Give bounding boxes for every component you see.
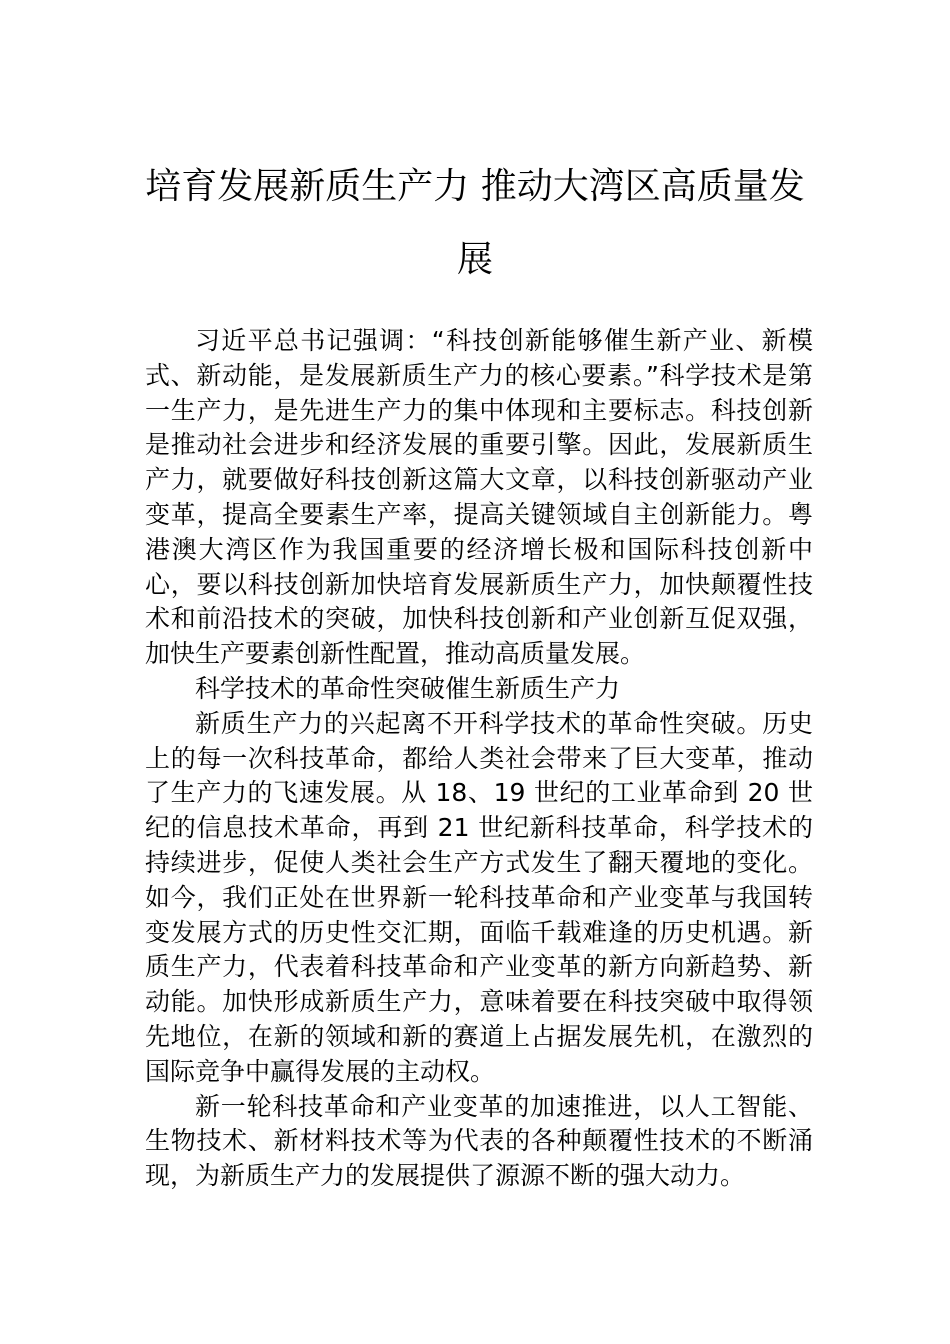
paragraph-intro: 习近平总书记强调：“科技创新能够催生新产业、新模式、新动能，是发展新质生产力的核心要素。”科学技术是第一生产力，是先进生产力的集中体现和主要标志。科技创新是推动社会进步和经济发展的重要引擎。因此，发展新质生产力，就要做好科技创新这篇大文章，以科技创新驱动产业变革，提高全要素生产率，提高关键领域自主创新能力。粤港澳大湾区作为我国重要的经济增长极和国际科技创新中心，要以科技创新加快培育发展新质生产力，加快颠覆性技术和前沿技术的突破，加快科技创新和产业创新互促双强，加快生产要素创新性配置，推动高质量发展。	[145, 326, 813, 669]
paragraph-new-round: 新一轮科技革命和产业变革的加速推进，以人工智能、生物技术、新材料技术等为代表的各种颠覆性技术的不断涌现，为新质生产力的发展提供了源源不断的强大动力。	[145, 1091, 813, 1191]
paragraph-history: 新质生产力的兴起离不开科学技术的革命性突破。历史上的每一次科技革命，都给人类社会带来了巨大变革，推动了生产力的飞速发展。从 18、19 世纪的工业革命到 20 世纪的信息技术革命，再到 21 世纪新科技革命，科学技术的持续进步，促使人类社会生产方式发生了翻天覆地的变化。如今，我们正处在世界新一轮科技革命和产业变革与我国转变发展方式的历史性交汇期，面临千载难逢的历史机遇。新质生产力，代表着科技革命和产业变革的新方向新趋势、新动能。加快形成新质生产力，意味着要在科技突破中取得领先地位，在新的领域和新的赛道上占据发展先机，在激烈的国际竞争中赢得发展的主动权。	[145, 708, 813, 1086]
document-title: 培育发展新质生产力 推动大湾区高质量发展	[145, 166, 805, 280]
document-body	[145, 324, 813, 1194]
section-heading: 科学技术的革命性突破催生新质生产力	[195, 673, 621, 703]
